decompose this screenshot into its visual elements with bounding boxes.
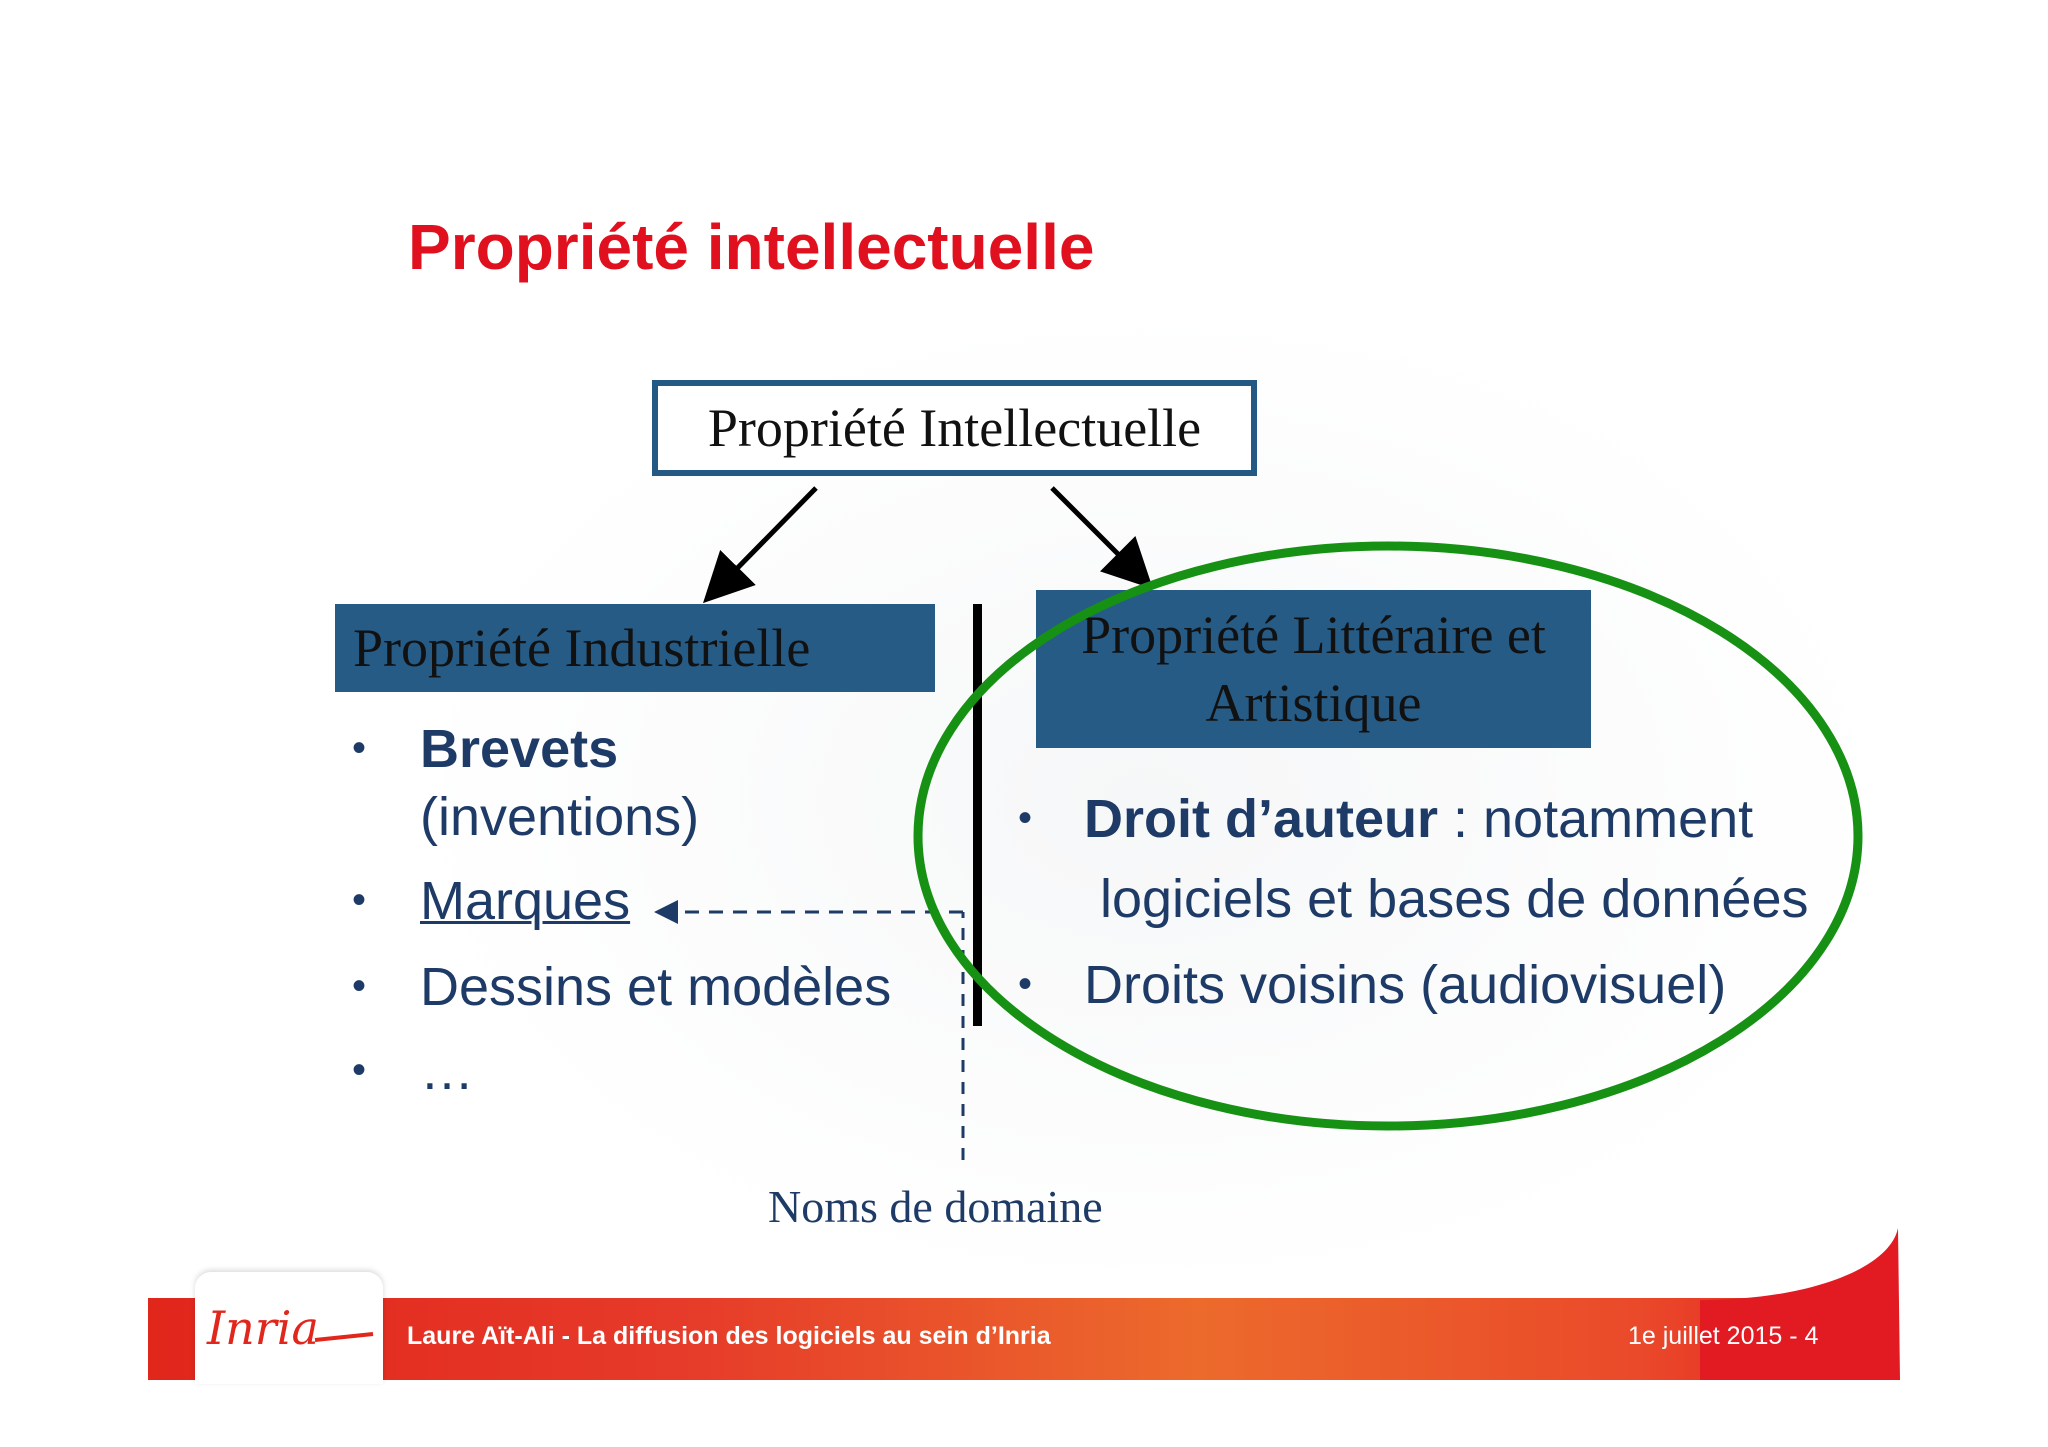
- bullet: •: [352, 726, 367, 770]
- domain-names-label: Noms de domaine: [768, 1181, 1103, 1232]
- bullet: •: [352, 1048, 367, 1092]
- bullet: •: [352, 964, 367, 1008]
- highlight-ellipse: [918, 546, 1858, 1126]
- arrow-to-industrial: [710, 488, 816, 596]
- bullet: •: [352, 878, 367, 922]
- brevets-detail: (inventions): [420, 787, 700, 847]
- droits-voisins-label: Droits voisins (audiovisuel): [1084, 955, 1727, 1015]
- literary-property-label-line1: Propriété Littéraire et: [1081, 605, 1546, 665]
- bullet: •: [1018, 962, 1033, 1006]
- ellipsis-label: …: [420, 1041, 474, 1101]
- droit-auteur-label: Droit d’auteur: [1084, 789, 1439, 849]
- footer-author-title: Laure Aït-Ali - La diffusion des logiciels au sein d’Inria: [407, 1322, 1051, 1350]
- inria-logo: [205, 1300, 375, 1360]
- brevets-label: Brevets: [420, 719, 619, 779]
- literary-property-label-line2: Artistique: [1205, 673, 1422, 733]
- footer-date-page: 1e juillet 2015 - 4: [1628, 1322, 1819, 1350]
- arrow-to-literary: [1052, 488, 1146, 582]
- industrial-property-label: Propriété Industrielle: [353, 618, 811, 678]
- droit-auteur-rest: : notamment: [1438, 789, 1754, 849]
- footer-corner-swoosh: [1700, 1228, 1900, 1380]
- bullet: •: [1018, 796, 1033, 840]
- droit-auteur-line2: logiciels et bases de données: [1100, 869, 1809, 929]
- root-node-label: Propriété Intellectuelle: [707, 398, 1202, 458]
- marques-label: Marques: [420, 871, 631, 931]
- slide-title: Propriété intellectuelle: [408, 211, 1095, 283]
- dessins-label: Dessins et modèles: [420, 957, 892, 1017]
- inria-logo-text: Inria: [207, 1301, 319, 1355]
